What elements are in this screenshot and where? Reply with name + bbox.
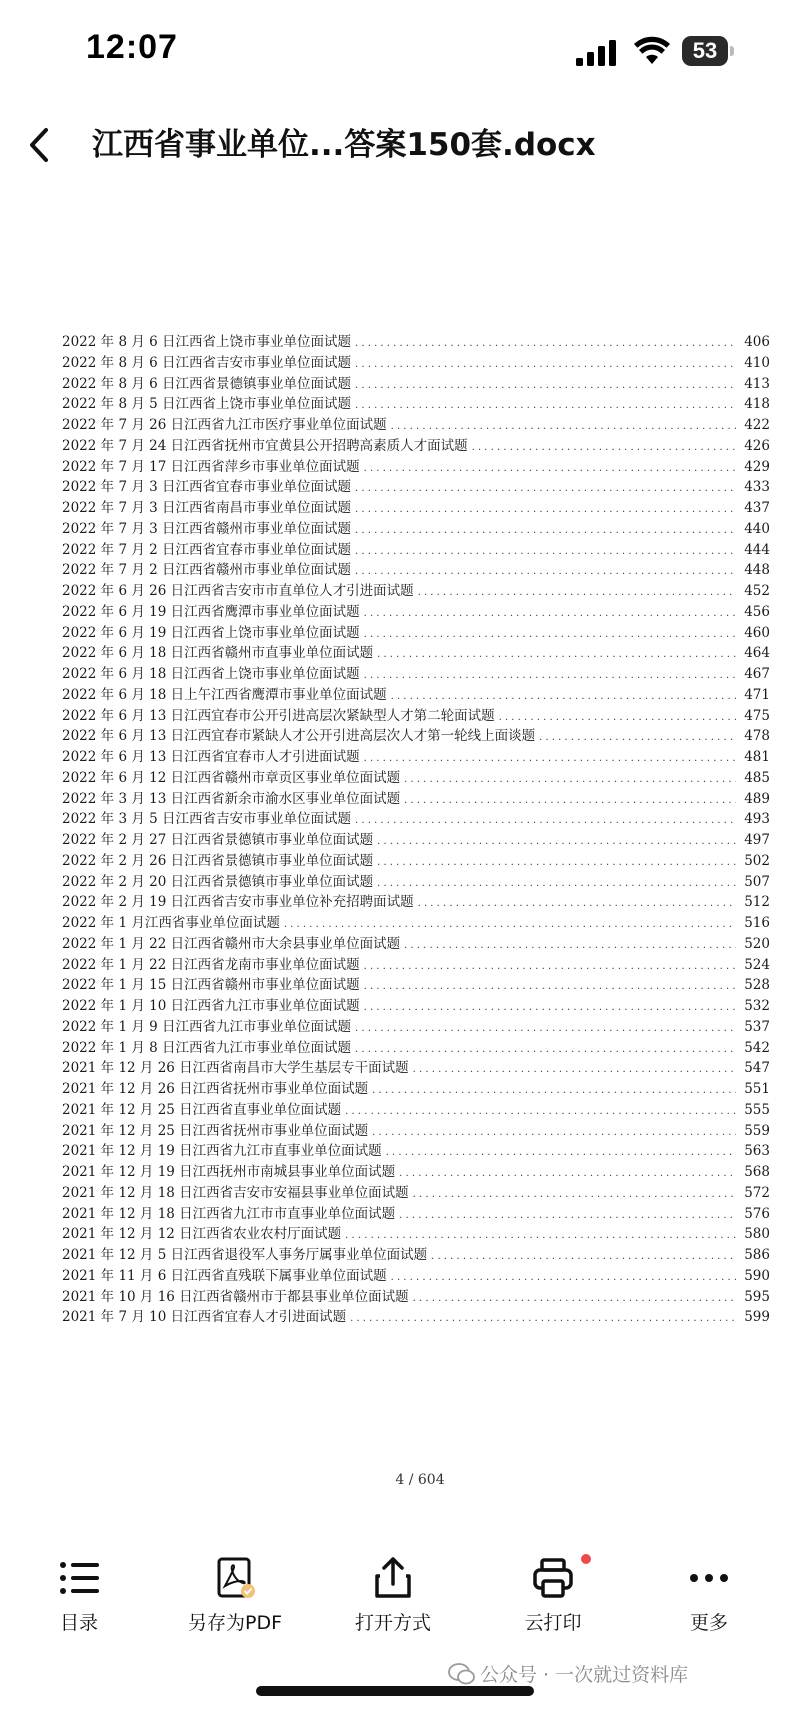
toc-entry-page: 437 — [744, 500, 770, 516]
toc-entry[interactable] — [62, 581, 770, 602]
toc-entry[interactable] — [62, 1141, 770, 1162]
more-icon — [687, 1556, 731, 1600]
toc-dot-leader — [355, 498, 736, 519]
toc-entry-page: 489 — [744, 790, 770, 807]
toc-dot-leader — [350, 1307, 736, 1328]
toc-entry-title: 2021 年 10 月 16 日江西省赣州市于都县事业单位面试题 — [62, 1288, 409, 1305]
toc-entry-title: 2021 年 12 月 5 日江西省退役军人事务厅属事业单位面试题 — [62, 1247, 428, 1263]
signal-icon — [576, 40, 618, 66]
toc-dot-leader — [355, 540, 736, 561]
watermark-text: 公众号 · 一次就过资料库 — [480, 1664, 689, 1686]
toc-entry-page: 576 — [744, 1205, 770, 1222]
toc-entry-title: 2022 年 1 月江西省事业单位面试题 — [62, 915, 280, 931]
toc-entry-page: 555 — [744, 1101, 770, 1118]
toc-entry[interactable] — [62, 540, 770, 561]
toc-dot-leader — [364, 457, 736, 478]
toc-dot-leader — [377, 872, 736, 893]
toc-dot-leader — [472, 436, 736, 457]
toc-entry-page: 413 — [744, 375, 770, 392]
toc-entry-title: 2022 年 1 月 8 日江西省九江市事业单位面试题 — [62, 1039, 351, 1056]
toc-entry-page: 429 — [744, 458, 770, 475]
toc-entry[interactable] — [62, 374, 770, 395]
toc-entry-page: 485 — [744, 769, 770, 786]
toc-dot-leader — [377, 643, 736, 664]
toc-entry[interactable] — [62, 643, 770, 664]
toc-entry[interactable] — [62, 394, 770, 415]
nav-header — [0, 100, 790, 190]
toc-entry[interactable] — [62, 353, 770, 374]
toc-entry-title: 2022 年 6 月 19 日江西省鹰潭市事业单位面试题 — [62, 603, 360, 620]
toc-entry-title: 2022 年 1 月 22 日江西省赣州市大余县事业单位面试题 — [62, 935, 401, 952]
toc-entry-page: 520 — [744, 935, 770, 952]
toc-dot-leader — [391, 1266, 736, 1287]
toc-entry-title: 2022 年 7 月 24 日江西省抚州市宜黄县公开招聘高素质人才面试题 — [62, 437, 468, 454]
toc-entry-page: 460 — [744, 624, 770, 641]
page-indicator: 4 / 604 — [395, 1472, 445, 1488]
toc-entry-title: 2022 年 2 月 20 日江西省景德镇市事业单位面试题 — [62, 873, 374, 890]
toc-dot-leader — [355, 560, 736, 581]
toc-dot-leader — [355, 394, 736, 415]
toc-entry-page: 551 — [744, 1081, 770, 1097]
toc-entry-title: 2022 年 6 月 19 日江西省上饶市事业单位面试题 — [62, 624, 360, 641]
home-indicator[interactable] — [256, 1686, 534, 1696]
toolbar-open-with-button[interactable] — [318, 1542, 468, 1642]
toc-entry-title: 2021 年 12 月 18 日江西省吉安市安福县事业单位面试题 — [62, 1184, 409, 1201]
toc-dot-leader — [355, 374, 736, 395]
toc-entry[interactable] — [62, 1287, 770, 1308]
toc-entry-title: 2021 年 12 月 25 日江西省抚州市事业单位面试题 — [62, 1122, 369, 1139]
toc-entry[interactable] — [62, 560, 770, 581]
toc-entry[interactable] — [62, 602, 770, 623]
toolbar-cloud-print-button[interactable] — [478, 1542, 628, 1642]
toc-entry-page: 456 — [744, 603, 770, 620]
toc-entry-page: 507 — [744, 873, 770, 890]
toc-entry-title: 2022 年 1 月 15 日江西省赣州市事业单位面试题 — [62, 977, 360, 994]
toc-entry-title: 2022 年 6 月 13 日江西宜春市公开引进高层次紧缺型人才第二轮面试题 — [62, 707, 495, 724]
toc-entry-title: 2021 年 12 月 19 日江西省九江市直事业单位面试题 — [62, 1143, 382, 1160]
toc-entry[interactable] — [62, 726, 770, 747]
toc-entry-page: 524 — [744, 956, 770, 973]
toc-entry-title: 2022 年 2 月 26 日江西省景德镇市事业单位面试题 — [62, 852, 374, 869]
toc-dot-leader — [364, 996, 736, 1017]
toc-entry-title: 2022 年 8 月 6 日江西省上饶市事业单位面试题 — [62, 334, 351, 350]
toc-dot-leader — [372, 1079, 736, 1100]
toc-dot-leader — [355, 1017, 736, 1038]
toc-entry-page: 595 — [744, 1288, 770, 1305]
toc-entry-title: 2021 年 12 月 12 日江西省农业农村厅面试题 — [62, 1226, 342, 1243]
toc-dot-leader — [399, 1162, 736, 1183]
toc-entry[interactable] — [62, 809, 770, 830]
toc-entry[interactable] — [62, 1079, 770, 1100]
toc-entry[interactable] — [62, 623, 770, 644]
toc-entry[interactable] — [62, 664, 770, 685]
toc-entry-page: 448 — [744, 562, 770, 579]
toc-entry[interactable] — [62, 1100, 770, 1121]
toc-entry-page: 563 — [744, 1143, 770, 1160]
toc-entry[interactable] — [62, 1017, 770, 1038]
toc-entry-page: 547 — [744, 1060, 770, 1077]
toc-entry-title: 2022 年 6 月 13 日江西省宜春市人才引进面试题 — [62, 749, 360, 765]
toolbar-label: 另存为PDF — [187, 1612, 283, 1634]
toc-entry-title: 2022 年 6 月 13 日江西宜春市紧缺人才公开引进高层次人才第一轮线上面谈题 — [62, 728, 536, 745]
toc-entry[interactable] — [62, 519, 770, 540]
toc-dot-leader — [364, 955, 736, 976]
toc-dot-leader — [364, 747, 736, 768]
toolbar-label: 云打印 — [524, 1612, 582, 1634]
toc-entry[interactable] — [62, 457, 770, 478]
toolbar-label: 打开方式 — [354, 1612, 431, 1634]
toc-entry-page: 481 — [744, 749, 770, 765]
toc-entry-title: 2022 年 2 月 27 日江西省景德镇市事业单位面试题 — [62, 832, 374, 848]
toc-entry[interactable] — [62, 1183, 770, 1204]
table-of-contents — [62, 332, 770, 1328]
toc-entry-page: 444 — [744, 541, 770, 558]
toc-entry-page: 471 — [744, 686, 770, 703]
toc-entry-page: 433 — [744, 479, 770, 496]
toc-entry-title: 2022 年 1 月 22 日江西省龙南市事业单位面试题 — [62, 956, 360, 973]
toc-entry[interactable] — [62, 747, 770, 768]
toc-entry[interactable] — [62, 706, 770, 727]
toc-dot-leader — [364, 975, 736, 996]
toc-entry-title: 2022 年 7 月 26 日江西省九江市医疗事业单位面试题 — [62, 417, 387, 433]
toc-entry[interactable] — [62, 789, 770, 810]
toc-entry-page: 568 — [744, 1164, 770, 1180]
toc-dot-leader — [391, 415, 736, 436]
toc-dot-leader — [364, 664, 736, 685]
toc-entry-page: 537 — [744, 1018, 770, 1035]
toc-dot-leader — [404, 768, 736, 789]
toc-entry-title: 2021 年 12 月 25 日江西省直事业单位面试题 — [62, 1101, 342, 1118]
toc-entry[interactable] — [62, 768, 770, 789]
toc-entry-title: 2021 年 12 月 19 日江西抚州市南城县事业单位面试题 — [62, 1164, 396, 1180]
toc-entry-title: 2022 年 7 月 2 日江西省赣州市事业单位面试题 — [62, 562, 351, 579]
toc-dot-leader — [345, 1100, 736, 1121]
share-icon — [371, 1556, 415, 1600]
toc-entry-title: 2021 年 12 月 26 日江西省抚州市事业单位面试题 — [62, 1081, 369, 1097]
toc-entry-title: 2022 年 7 月 17 日江西省萍乡市事业单位面试题 — [62, 458, 360, 475]
toc-entry[interactable] — [62, 1204, 770, 1225]
toolbar-label: 更多 — [689, 1612, 728, 1634]
toolbar-label: 目录 — [59, 1612, 98, 1634]
toc-entry-title: 2022 年 3 月 13 日江西省新余市渝水区事业单位面试题 — [62, 790, 401, 807]
toc-entry-page: 464 — [744, 645, 770, 662]
notification-dot — [581, 1554, 591, 1564]
wifi-icon — [634, 36, 670, 66]
toc-dot-leader — [364, 623, 736, 644]
toc-entry-page: 590 — [744, 1267, 770, 1284]
toc-entry[interactable] — [62, 851, 770, 872]
toc-entry-page: 467 — [744, 666, 770, 682]
toc-dot-leader — [355, 477, 736, 498]
wechat-logo-icon — [448, 1662, 476, 1686]
status-time: 12:07 — [86, 28, 178, 66]
toc-entry-title: 2022 年 7 月 3 日江西省赣州市事业单位面试题 — [62, 520, 351, 537]
toc-entry-title: 2022 年 6 月 18 日江西省上饶市事业单位面试题 — [62, 666, 360, 682]
toc-dot-leader — [355, 1038, 736, 1059]
toc-entry-title: 2022 年 2 月 19 日江西省吉安市事业单位补充招聘面试题 — [62, 894, 414, 911]
toc-entry-page: 440 — [744, 520, 770, 537]
toc-entry[interactable] — [62, 1038, 770, 1059]
toc-entry[interactable] — [62, 830, 770, 851]
toc-dot-leader — [499, 706, 736, 727]
toc-entry-page: 497 — [744, 832, 770, 848]
toc-entry-title: 2022 年 1 月 9 日江西省九江市事业单位面试题 — [62, 1018, 351, 1035]
printer-icon — [531, 1556, 575, 1600]
bottom-toolbar — [0, 1542, 790, 1642]
document-title: 江西省事业单位...答案150套.docx — [92, 127, 596, 163]
toc-entry-page: 512 — [744, 894, 770, 911]
toc-entry-page: 572 — [744, 1184, 770, 1201]
toc-entry-page: 478 — [744, 728, 770, 745]
toc-entry-title: 2021 年 11 月 6 日江西省直残联下属事业单位面试题 — [62, 1267, 387, 1284]
toc-dot-leader — [355, 519, 736, 540]
toc-entry-title: 2021 年 12 月 18 日江西省九江市市直事业单位面试题 — [62, 1205, 396, 1222]
toc-entry[interactable] — [62, 892, 770, 913]
toc-dot-leader — [355, 809, 736, 830]
toc-entry-title: 2022 年 1 月 10 日江西省九江市事业单位面试题 — [62, 998, 360, 1014]
toc-entry[interactable] — [62, 872, 770, 893]
battery-level: 53 — [692, 38, 718, 63]
back-chevron-icon[interactable] — [24, 120, 54, 170]
toc-entry-title: 2022 年 6 月 26 日江西省吉安市市直单位人才引进面试题 — [62, 583, 414, 599]
toc-entry-page: 426 — [744, 437, 770, 454]
toc-entry[interactable] — [62, 415, 770, 436]
toc-entry[interactable] — [62, 685, 770, 706]
status-bar — [0, 0, 790, 100]
toc-dot-leader — [284, 913, 736, 934]
toc-entry[interactable] — [62, 498, 770, 519]
toc-entry[interactable] — [62, 436, 770, 457]
toc-entry[interactable] — [62, 975, 770, 996]
toc-dot-leader — [418, 892, 736, 913]
toc-dot-leader — [539, 726, 736, 747]
toc-entry[interactable] — [62, 1121, 770, 1142]
toc-entry-title: 2022 年 6 月 18 日上午江西省鹰潭市事业单位面试题 — [62, 686, 387, 703]
toc-dot-leader — [413, 1287, 736, 1308]
toc-entry-title: 2022 年 7 月 2 日江西省宜春市事业单位面试题 — [62, 541, 351, 558]
toc-dot-leader — [404, 789, 736, 810]
toc-entry-title: 2021 年 12 月 26 日江西省南昌市大学生基层专干面试题 — [62, 1060, 409, 1077]
toc-entry-page: 452 — [744, 583, 770, 599]
toc-dot-leader — [355, 353, 736, 374]
toc-dot-leader — [413, 1183, 736, 1204]
toc-entry[interactable] — [62, 996, 770, 1017]
toc-entry-page: 528 — [744, 977, 770, 994]
toc-entry-page: 532 — [744, 998, 770, 1014]
toolbar-contents-button[interactable] — [4, 1542, 154, 1642]
toc-entry[interactable] — [62, 1162, 770, 1183]
toc-entry-page: 475 — [744, 707, 770, 724]
toc-entry-title: 2022 年 7 月 3 日江西省南昌市事业单位面试题 — [62, 500, 351, 516]
toc-dot-leader — [377, 830, 736, 851]
toc-dot-leader — [391, 685, 736, 706]
toc-dot-leader — [418, 581, 736, 602]
toc-entry-page: 599 — [744, 1309, 770, 1326]
toolbar-save-as-pdf-button[interactable] — [160, 1542, 310, 1642]
toc-entry-title: 2021 年 7 月 10 日江西省宜春人才引进面试题 — [62, 1309, 347, 1326]
toc-entry-page: 516 — [744, 915, 770, 931]
toc-entry[interactable] — [62, 1245, 770, 1266]
toc-entry-page: 410 — [744, 354, 770, 371]
toc-dot-leader — [377, 851, 736, 872]
toc-entry[interactable] — [62, 934, 770, 955]
list-icon — [57, 1556, 101, 1600]
toolbar-more-button[interactable] — [634, 1542, 784, 1642]
toc-dot-leader — [355, 332, 736, 353]
toc-entry-title: 2022 年 8 月 5 日江西省上饶市事业单位面试题 — [62, 396, 351, 413]
toc-entry[interactable] — [62, 1307, 770, 1328]
toc-entry[interactable] — [62, 477, 770, 498]
toc-entry[interactable] — [62, 1266, 770, 1287]
toc-entry-page: 422 — [744, 417, 770, 433]
toc-entry[interactable] — [62, 1058, 770, 1079]
toc-entry-title: 2022 年 8 月 6 日江西省景德镇事业单位面试题 — [62, 375, 351, 392]
toc-dot-leader — [345, 1224, 736, 1245]
toc-entry-page: 502 — [744, 852, 770, 869]
toc-dot-leader — [386, 1141, 736, 1162]
toc-dot-leader — [404, 934, 736, 955]
toc-entry-title: 2022 年 6 月 12 日江西省赣州市章贡区事业单位面试题 — [62, 769, 401, 786]
toc-dot-leader — [372, 1121, 736, 1142]
toc-entry-page: 580 — [744, 1226, 770, 1243]
toc-dot-leader — [431, 1245, 736, 1266]
toc-entry-page: 418 — [744, 396, 770, 413]
toc-entry-title: 2022 年 3 月 5 日江西省吉安市事业单位面试题 — [62, 811, 351, 828]
toc-entry[interactable] — [62, 332, 770, 353]
toc-entry[interactable] — [62, 1224, 770, 1245]
toc-entry[interactable] — [62, 913, 770, 934]
document-page[interactable] — [50, 192, 790, 1540]
toc-entry-title: 2022 年 8 月 6 日江西省吉安市事业单位面试题 — [62, 354, 351, 371]
toc-entry-page: 406 — [744, 334, 770, 350]
toc-entry-page: 586 — [744, 1247, 770, 1263]
toc-dot-leader — [399, 1204, 736, 1225]
battery-icon — [682, 36, 734, 66]
toc-entry-page: 559 — [744, 1122, 770, 1139]
toc-entry[interactable] — [62, 955, 770, 976]
toc-entry-page: 493 — [744, 811, 770, 828]
pdf-icon — [213, 1556, 257, 1600]
toc-entry-title: 2022 年 7 月 3 日江西省宜春市事业单位面试题 — [62, 479, 351, 496]
toc-entry-page: 542 — [744, 1039, 770, 1056]
toc-dot-leader — [413, 1058, 736, 1079]
toc-dot-leader — [364, 602, 736, 623]
toc-entry-title: 2022 年 6 月 18 日江西省赣州市直事业单位面试题 — [62, 645, 374, 662]
